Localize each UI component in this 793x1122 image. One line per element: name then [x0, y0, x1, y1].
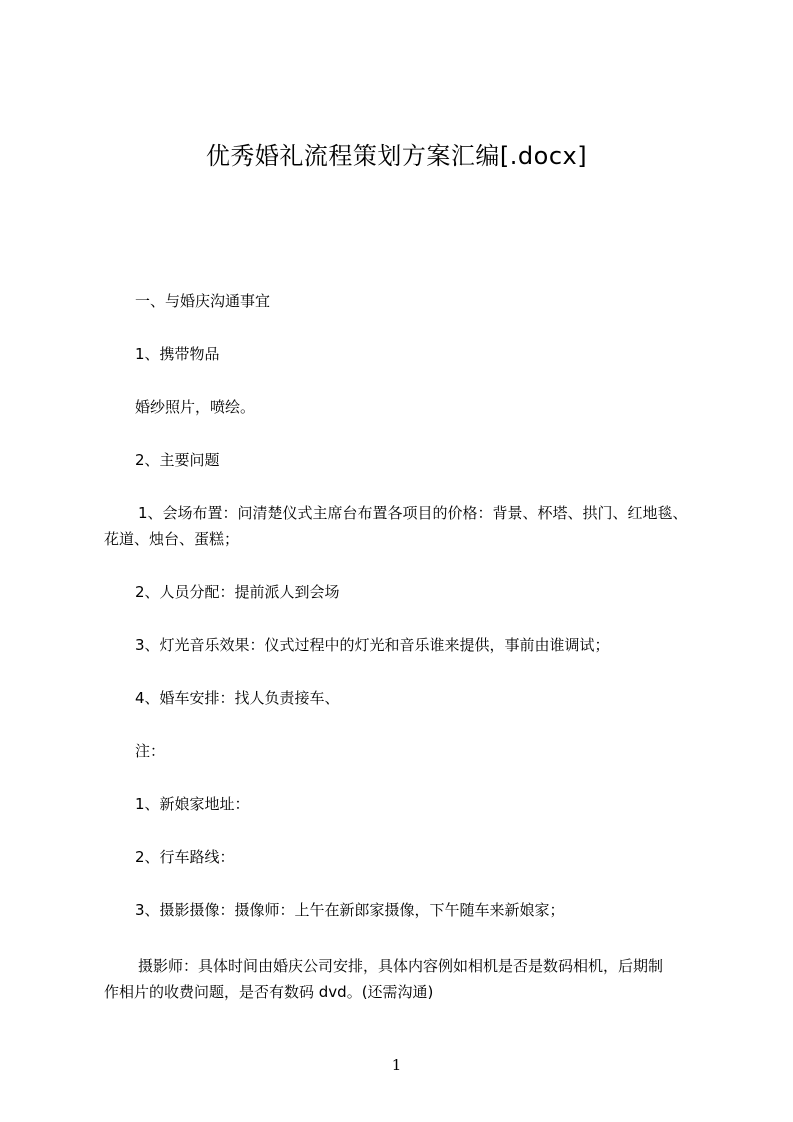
document-title: 优秀婚礼流程策划方案汇编[.docx]	[205, 142, 588, 170]
item-heading: 1、携带物品	[135, 345, 220, 363]
note-label: 注：	[135, 742, 166, 760]
item-heading: 2、主要问题	[135, 451, 220, 469]
body-text: 2、行车路线：	[135, 848, 235, 866]
body-text: 摄影师：具体时间由婚庆公司安排，具体内容例如相机是否是数码相机，后期制	[138, 957, 664, 975]
section-heading: 一、与婚庆沟通事宜	[135, 292, 271, 310]
body-text: 婚纱照片，喷绘。	[135, 398, 256, 416]
body-text: 4、婚车安排：找人负责接车、	[135, 689, 340, 707]
body-text: 1、会场布置：问清楚仪式主席台布置各项目的价格：背景、杯塔、拱门、红地毯、	[138, 504, 688, 522]
body-text: 3、灯光音乐效果：仪式过程中的灯光和音乐谁来提供，事前由谁调试；	[135, 636, 610, 654]
body-text: 2、人员分配：提前派人到会场	[135, 583, 340, 601]
body-text: 花道、烛台、蛋糕；	[104, 530, 240, 548]
body-text: 3、摄影摄像：摄像师：上午在新郎家摄像，下午随车来新娘家；	[135, 901, 565, 919]
body-text: 1、新娘家地址：	[135, 795, 250, 813]
page-number: 1	[391, 1056, 402, 1074]
body-text: 作相片的收费问题，是否有数码 dvd。(还需沟通)	[104, 983, 434, 1001]
